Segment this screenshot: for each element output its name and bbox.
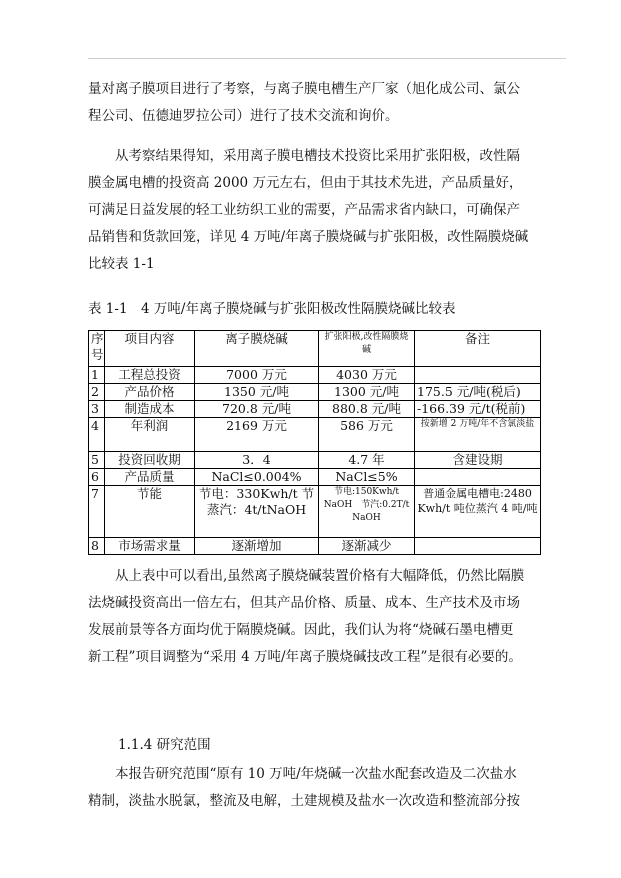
table-header-row: [89, 331, 541, 367]
table-row: [89, 538, 541, 555]
cell-seq: 8: [89, 538, 105, 555]
text-line: 从考察结果得知，采用离子膜电槽技术投资比采用扩张阳极，改性隔: [88, 148, 520, 164]
cell-diaphragm: 4.7 年: [319, 452, 415, 469]
text-line: 可满足日益发展的轻工业纺织工业的需要，产品需求省内缺口，可确保产: [88, 202, 520, 218]
cell-diaphragm: NaCl≤5%: [319, 469, 415, 486]
paragraph-conclusion: [88, 563, 568, 671]
cell-diaphragm: 1300 元/吨: [319, 384, 415, 401]
text-line: 本报告研究范围“原有 10 万吨/年烧碱一次盐水配套改造及二次盐水: [88, 766, 517, 782]
cell-note: [415, 469, 541, 486]
cell-diaphragm: 4030 万元: [319, 367, 415, 384]
cell-seq: 7: [89, 486, 105, 538]
table-row: [89, 486, 541, 538]
text-line: 法烧碱投资高出一倍左右，但其产品价格、质量、成本、生产技术及市场: [88, 595, 520, 611]
table-row: [89, 469, 541, 486]
cell-diaphragm: 节电:150Kwh/t NaOH 节汽:0.2T/t NaOH: [319, 486, 415, 538]
cell-seq: 6: [89, 469, 105, 486]
cell-note: -166.39 元/t(税前): [415, 401, 541, 418]
cell-diaphragm: 586 万元: [319, 418, 415, 452]
cell-ion: 节电：330Kwh/t 节蒸汽：4t/tNaOH: [195, 486, 319, 538]
cell-ion: 1350 元/吨: [195, 384, 319, 401]
cell-item: 产品价格: [105, 384, 195, 401]
table-row: [89, 452, 541, 469]
cell-seq: 1: [89, 367, 105, 384]
cell-ion: 2169 万元: [195, 418, 319, 452]
text-line: 品销售和货款回笼，详见 4 万吨/年离子膜烧碱与扩张阳极，改性隔膜烧碱: [88, 229, 529, 245]
comparison-table: [88, 330, 541, 555]
cell-ion: NaCl≤0.004%: [195, 469, 319, 486]
cell-note: [415, 538, 541, 555]
cell-ion: 720.8 元/吨: [195, 401, 319, 418]
header-rule: [88, 58, 566, 59]
text-line: 新工程”项目调整为“采用 4 万吨/年离子膜烧碱技改工程”是很有必要的。: [88, 649, 522, 665]
header-ion-membrane: 离子膜烧碱: [195, 331, 319, 367]
cell-item: 投资回收期: [105, 452, 195, 469]
text-line: 精制，淡盐水脱氯，整流及电解，土建规模及盐水一次改造和整流部分按: [88, 793, 520, 809]
header-seq: 序号: [89, 331, 105, 367]
cell-seq: 5: [89, 452, 105, 469]
cell-seq: 3: [89, 401, 105, 418]
cell-item: 节能: [105, 486, 195, 538]
cell-ion: 逐渐增加: [195, 538, 319, 555]
cell-diaphragm: 逐渐减少: [319, 538, 415, 555]
text-line: 比较表 1-1: [88, 256, 155, 272]
paragraph-investigation: [88, 143, 568, 278]
cell-diaphragm: 880.8 元/吨: [319, 401, 415, 418]
cell-note: 含建设期: [415, 452, 541, 469]
text-line: 膜金属电槽的投资高 2000 万元左右，但由于其技术先进，产品质量好，: [88, 175, 523, 191]
cell-note: 175.5 元/吨(税后): [415, 384, 541, 401]
cell-item: 产品质量: [105, 469, 195, 486]
cell-note: 按新增 2 万吨/年不含氯淡盐: [415, 418, 541, 452]
table-row: [89, 367, 541, 384]
cell-note: [415, 367, 541, 384]
text-line: 发展前景等各方面均优于隔膜烧碱。因此，我们认为将“烧碱石墨电槽更: [88, 622, 514, 638]
cell-item: 制造成本: [105, 401, 195, 418]
header-diaphragm: 扩张阳极,改性隔膜烧碱: [319, 331, 415, 367]
paragraph-scope: [88, 761, 568, 815]
text-line: 程公司、伍德迪罗拉公司）进行了技术交流和询价。: [88, 108, 399, 124]
cell-item: 年利润: [105, 418, 195, 452]
cell-ion: 7000 万元: [195, 367, 319, 384]
paragraph-intro: [88, 76, 568, 130]
cell-note: 普通金属电槽电:2480 Kwh/t 吨位蒸汽 4 吨/吨: [415, 486, 541, 538]
cell-ion: 3．4: [195, 452, 319, 469]
text-line: 量对离子膜项目进行了考察，与离子膜电槽生产厂家（旭化成公司、氯公: [88, 81, 520, 97]
table-row: [89, 384, 541, 401]
text-line: 从上表中可以看出,虽然离子膜烧碱装置价格有大幅降低，仍然比隔膜: [88, 568, 525, 584]
cell-item: 市场需求量: [105, 538, 195, 555]
section-heading: 1.1.4 研究范围: [118, 737, 211, 753]
cell-seq: 4: [89, 418, 105, 452]
cell-seq: 2: [89, 384, 105, 401]
header-note: 备注: [415, 331, 541, 367]
header-item: 项目内容: [105, 331, 195, 367]
table-row: [89, 401, 541, 418]
cell-item: 工程总投资: [105, 367, 195, 384]
table-row: [89, 418, 541, 452]
table-caption: 表 1-1 4 万吨/年离子膜烧碱与扩张阳极改性隔膜烧碱比较表: [88, 301, 456, 317]
